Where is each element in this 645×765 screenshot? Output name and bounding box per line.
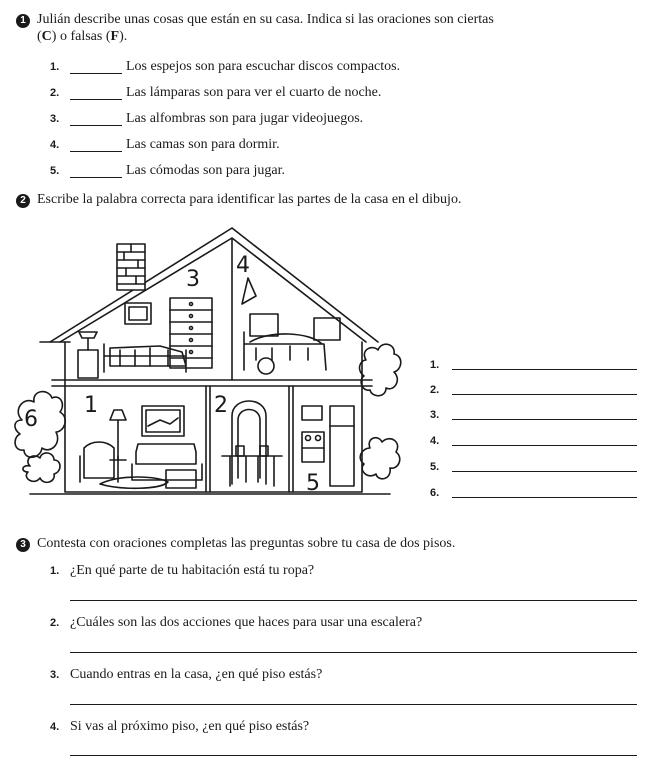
floor-lamp	[110, 410, 126, 460]
exercise-2-instruction: Escribe la palabra correcta para identificar las partes de la casa en el dibujo.	[37, 192, 462, 207]
room-label-4: 4	[236, 253, 250, 278]
exercise-1-number: 1	[16, 14, 30, 28]
answer-blank[interactable]	[452, 419, 637, 420]
answer-line[interactable]	[70, 704, 637, 705]
question-number: 4.	[50, 721, 60, 733]
instruction-f-letter: F	[110, 29, 120, 44]
true-false-blank[interactable]	[70, 99, 122, 100]
answer-blank[interactable]	[452, 394, 637, 395]
question-text: ¿Cuáles son las dos acciones que haces para usar una escalera?	[70, 615, 423, 630]
answer-line[interactable]	[70, 652, 637, 653]
true-false-blank[interactable]	[70, 73, 122, 74]
kitchen-window	[302, 406, 322, 420]
statement-text: Las cómodas son para jugar.	[126, 163, 286, 178]
lamp-left	[79, 332, 97, 338]
instruction-line-1: Julián describe unas cosas que están en su casa. Indica si las oraciones son ciertas	[37, 12, 494, 27]
instruction-end: ).	[119, 29, 128, 44]
answer-line[interactable]	[70, 755, 637, 756]
answer-number: 1.	[430, 359, 440, 371]
statement-text: Los espejos son para escuchar discos compactos.	[126, 59, 401, 74]
statement-number: 4.	[50, 139, 60, 151]
room-label-2: 2	[214, 393, 228, 418]
arch-door	[232, 401, 266, 484]
answer-number: 4.	[430, 435, 440, 447]
sofa	[132, 444, 202, 480]
question-text: Cuando entras en la casa, ¿en qué piso estás?	[70, 667, 323, 682]
statement-number: 2.	[50, 87, 60, 99]
exercise-3-instruction: Contesta con oraciones completas las preguntas sobre tu casa de dos pisos.	[37, 536, 456, 551]
statement-text: Las camas son para dormir.	[126, 137, 280, 152]
answer-number: 2.	[430, 384, 440, 396]
roof	[50, 228, 378, 342]
statement-number: 5.	[50, 165, 60, 177]
question-number: 3.	[50, 669, 60, 681]
answer-number: 3.	[430, 409, 440, 421]
statement-number: 3.	[50, 113, 60, 125]
question-number: 1.	[50, 565, 60, 577]
armchair	[80, 442, 118, 482]
true-false-blank[interactable]	[70, 125, 122, 126]
exercise-1-instruction	[37, 11, 627, 45]
instruction-mid: ) o falsas (	[51, 29, 111, 44]
exercise-3-number: 3	[16, 538, 30, 552]
statement-text: Las alfombras son para jugar videojuegos.	[126, 111, 364, 126]
room-label-1: 1	[84, 393, 98, 418]
roof-inner	[60, 238, 366, 342]
statement-number: 1.	[50, 61, 60, 73]
question-number: 2.	[50, 617, 60, 629]
room-label-3: 3	[186, 267, 200, 292]
house-drawing	[10, 220, 410, 520]
answer-number: 5.	[430, 461, 440, 473]
room-label-6: 6	[24, 407, 38, 432]
answer-line[interactable]	[70, 600, 637, 601]
dining-table	[222, 456, 282, 486]
question-text: Si vas al próximo piso, ¿en qué piso estás?	[70, 719, 310, 734]
instruction-c-letter: C	[41, 29, 52, 44]
exercise-2-number: 2	[16, 194, 30, 208]
answer-blank[interactable]	[452, 471, 637, 472]
true-false-blank[interactable]	[70, 151, 122, 152]
answer-number: 6.	[430, 487, 440, 499]
question-text: ¿En qué parte de tu habitación está tu ropa?	[70, 563, 315, 578]
instruction-paren-open: (	[37, 29, 42, 44]
answer-blank[interactable]	[452, 445, 637, 446]
bush-left	[15, 392, 65, 458]
statement-text: Las lámparas son para ver el cuarto de noche.	[126, 85, 382, 100]
fridge	[330, 406, 354, 486]
answer-blank[interactable]	[452, 497, 637, 498]
bush-right	[360, 344, 401, 396]
room-label-5: 5	[306, 471, 320, 496]
answer-blank[interactable]	[452, 369, 637, 370]
true-false-blank[interactable]	[70, 177, 122, 178]
attic-right-window	[242, 278, 256, 304]
